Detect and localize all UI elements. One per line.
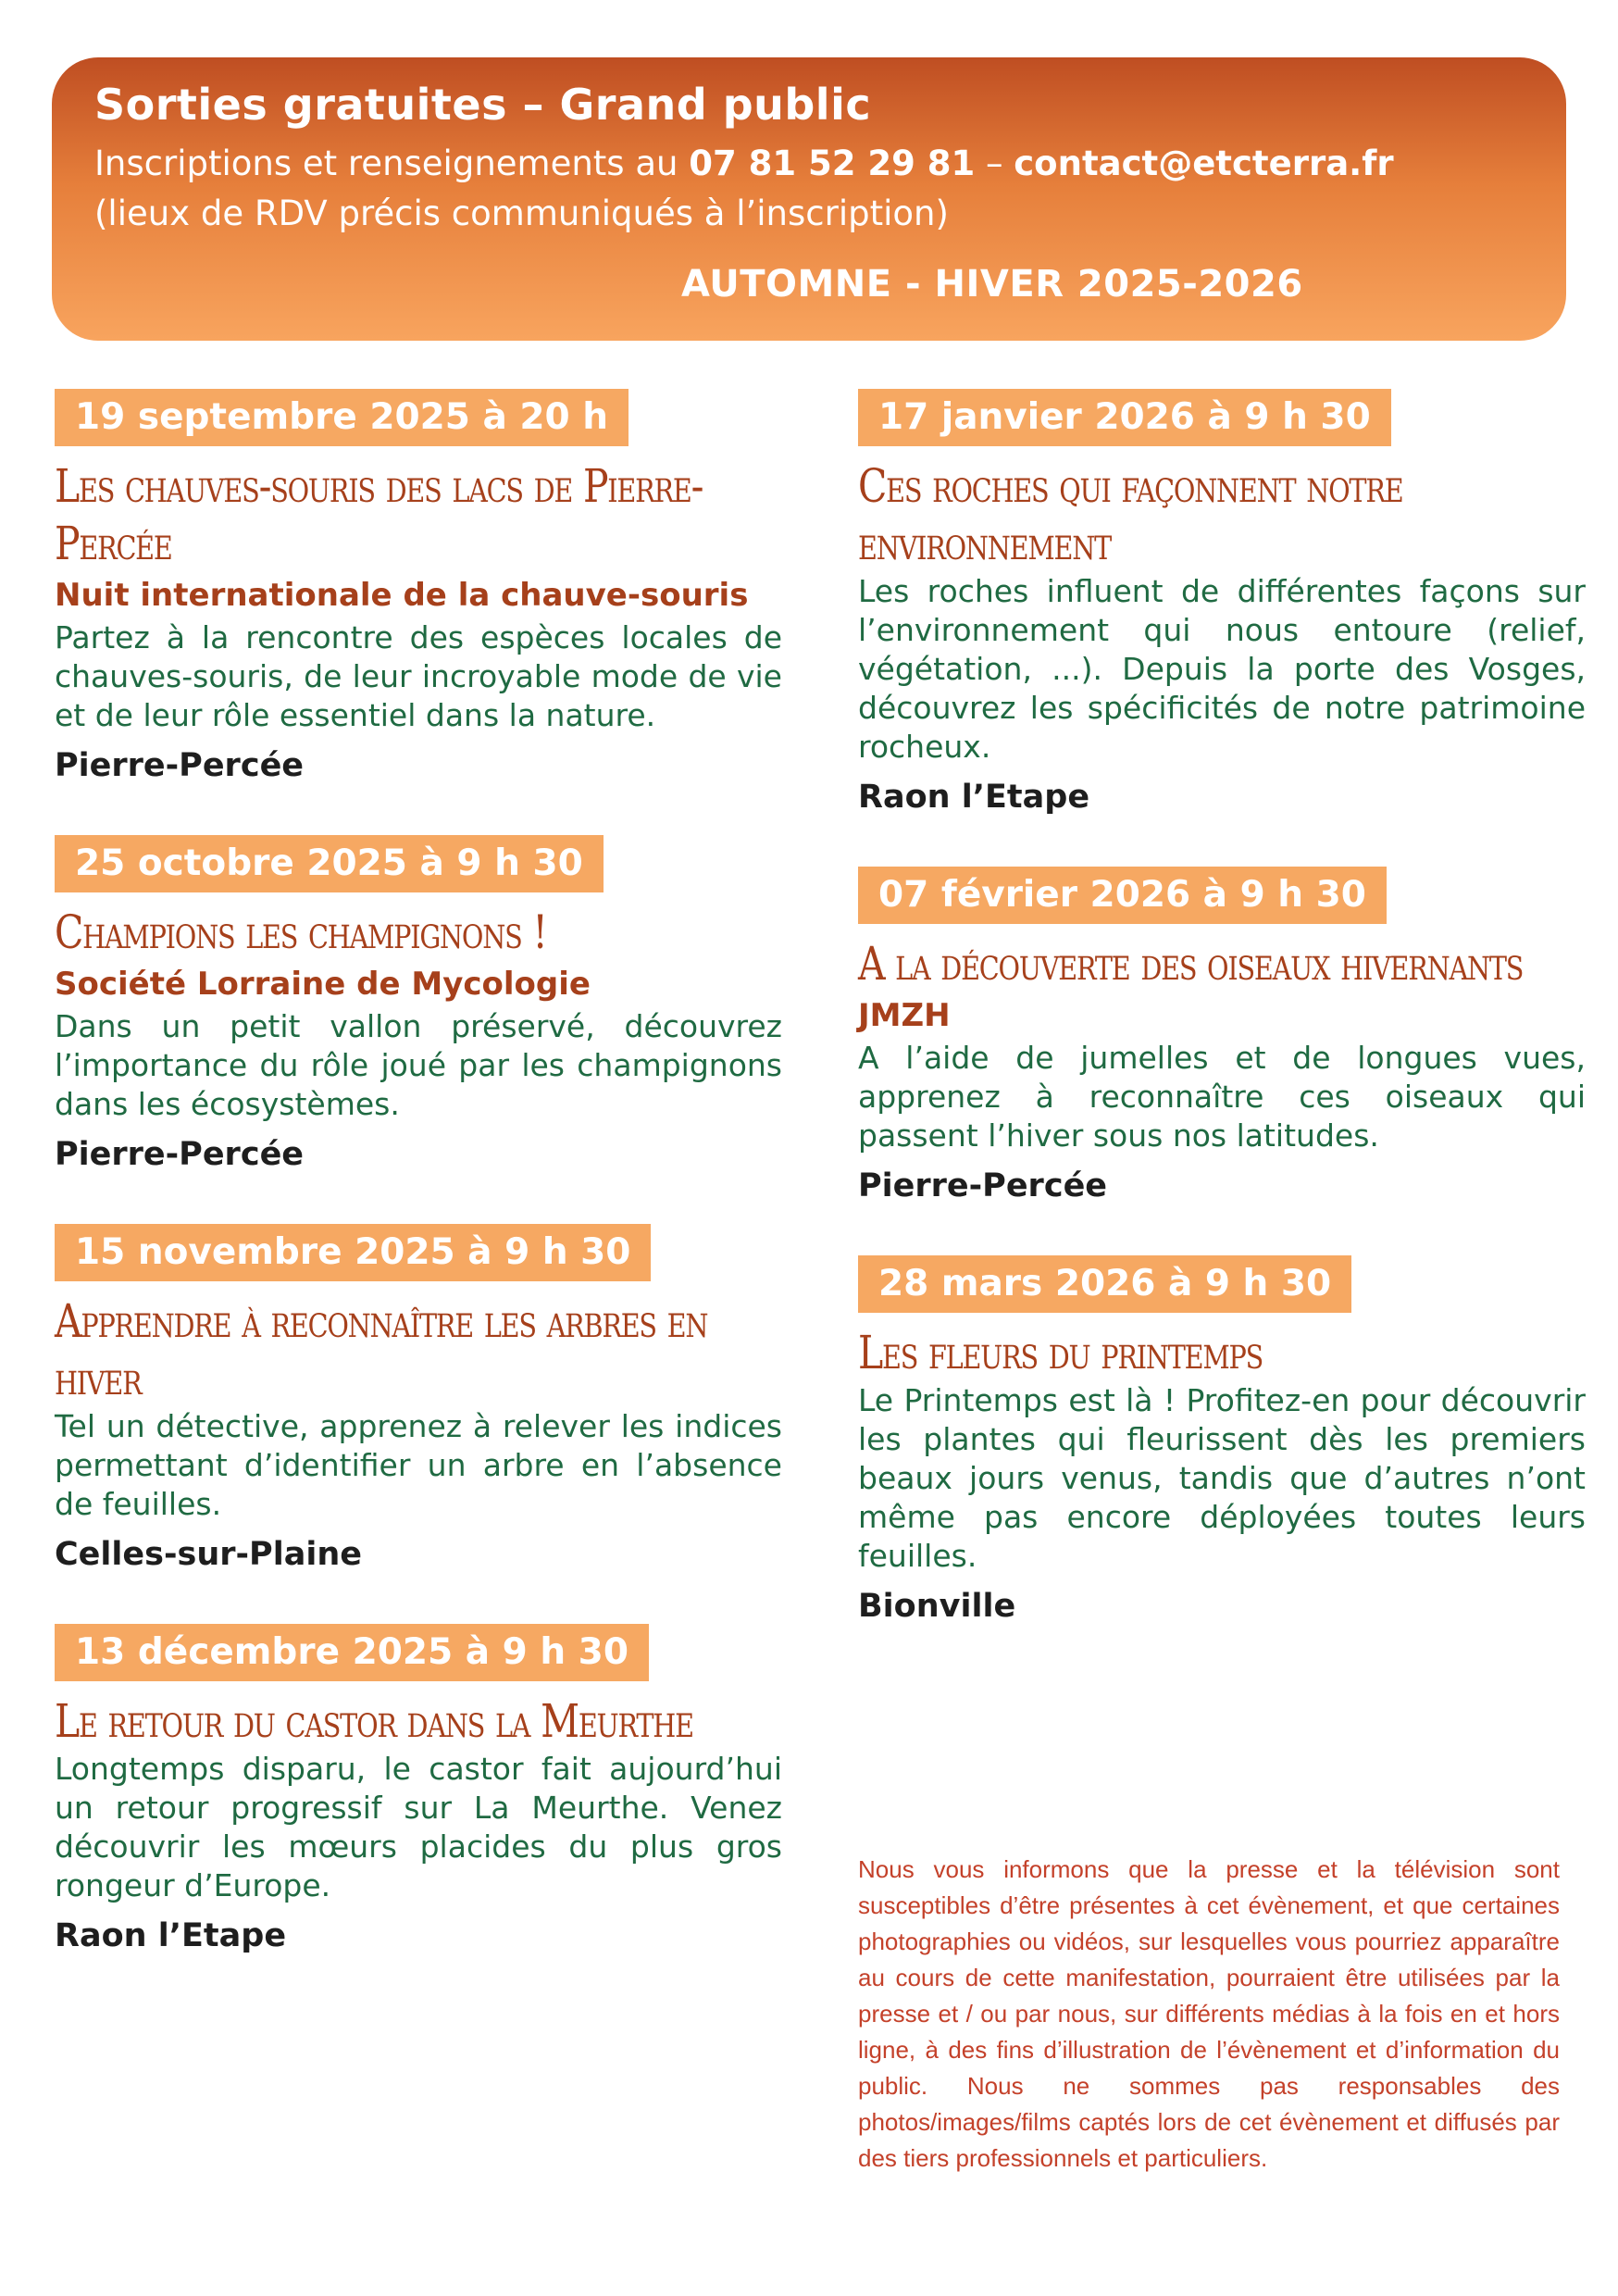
event-date: 15 novembre 2025 à 9 h 30 [55, 1224, 651, 1281]
event-date: 17 janvier 2026 à 9 h 30 [858, 389, 1391, 446]
press-disclaimer: Nous vous informons que la presse et la télévision sont susceptibles d’être présentes à cet évènement, et que certaines photographies ou vidéos, sur lesquelles vous pourriez apparaître au cours de cette manifestation, pourraient être utilisées par la presse et / ou par nous, sur différents médias à la fois en et hors ligne, à des fins d’illustration de l’évènement et d’information du public. Nous ne sommes pas responsables des photos/images/films captés lors de cet évènement et diffusés par des tiers professionnels et particuliers. [858, 1855, 1560, 2172]
event-description: Longtemps disparu, le castor fait aujourd’hui un retour progressif sur La Meurthe. Venez découvrir les mœurs placides du plus gros rongeur d’Europe. [55, 1751, 782, 1903]
event-location: Pierre-Percée [858, 1167, 1108, 1204]
event-description: Tel un détective, apprenez à relever les indices permettant d’identifier un arbre en l’absence de feuilles. [55, 1408, 782, 1522]
header-banner [52, 57, 1566, 341]
event-title: A la découverte des oiseaux hivernants [858, 937, 1524, 991]
event-location: Celles-sur-Plaine [55, 1536, 362, 1573]
event-location: Raon l’Etape [858, 779, 1090, 816]
event-card [55, 1224, 782, 1578]
page-title: Sorties gratuites – Grand public [94, 80, 872, 130]
contact-line [94, 139, 1566, 189]
event-card [55, 389, 782, 789]
event-title: Les fleurs du printemps [858, 1326, 1263, 1379]
event-date: 25 octobre 2025 à 9 h 30 [55, 835, 604, 892]
email-link[interactable]: contact@etcterra.fr [1014, 144, 1394, 183]
contact-separator: – [975, 144, 1014, 183]
event-location: Pierre-Percée [55, 747, 305, 784]
meeting-note: (lieux de RDV précis communiqués à l’inscription) [94, 193, 949, 233]
event-location: Raon l’Etape [55, 1917, 287, 1954]
event-description: Les roches influent de différentes façons sur l’environnement qui nous entoure (relief, végétation, ...). Depuis la porte des Vosges, découvrez les spécificités de notre patrimoine rocheux. [858, 573, 1586, 765]
season-label: AUTOMNE - HIVER 2025-2026 [681, 263, 1303, 306]
event-title: Le retour du castor dans la Meurthe [55, 1694, 693, 1748]
event-card [55, 835, 782, 1178]
event-date: 28 mars 2026 à 9 h 30 [858, 1255, 1351, 1313]
event-description: Le Printemps est là ! Profitez-en pour découvrir les plantes qui fleurissent dès les premiers beaux jours venus, tandis que d’autres n’ont même pas encore déployées toutes leurs feuilles. [858, 1382, 1586, 1574]
event-location: Bionville [858, 1588, 1016, 1625]
event-organizer: JMZH [858, 997, 951, 1034]
event-card [858, 389, 1586, 820]
event-date: 07 février 2026 à 9 h 30 [858, 867, 1387, 924]
event-date: 19 septembre 2025 à 20 h [55, 389, 629, 446]
event-date: 13 décembre 2025 à 9 h 30 [55, 1624, 649, 1681]
event-description: A l’aide de jumelles et de longues vues, apprenez à reconnaître ces oiseaux qui passent l’hiver sous nos latitudes. [858, 1040, 1586, 1154]
contact-prefix: Inscriptions et renseignements au [94, 144, 690, 183]
event-description: Dans un petit vallon préservé, découvrez l’importance du rôle joué par les champignons dans les écosystèmes. [55, 1008, 782, 1122]
event-card [55, 1624, 782, 1959]
event-organizer: Société Lorraine de Mycologie [55, 966, 591, 1003]
event-title: Les chauves-souris des lacs de Pierre-Percée [55, 459, 703, 570]
event-card [858, 867, 1586, 1209]
event-title: Apprendre à reconnaître les arbres en hiver [55, 1294, 708, 1405]
left-column [55, 389, 782, 2005]
right-column [858, 389, 1586, 1676]
phone-number[interactable]: 07 81 52 29 81 [689, 144, 976, 183]
event-card [858, 1255, 1586, 1629]
event-title: Champions les champignons ! [55, 905, 547, 959]
event-organizer: Nuit internationale de la chauve-souris [55, 577, 749, 614]
event-location: Pierre-Percée [55, 1136, 305, 1173]
event-title: Ces roches qui façonnent notre environnement [858, 459, 1403, 570]
event-description: Partez à la rencontre des espèces locales de chauves-souris, de leur incroyable mode de vie et de leur rôle essentiel dans la nature. [55, 619, 782, 733]
